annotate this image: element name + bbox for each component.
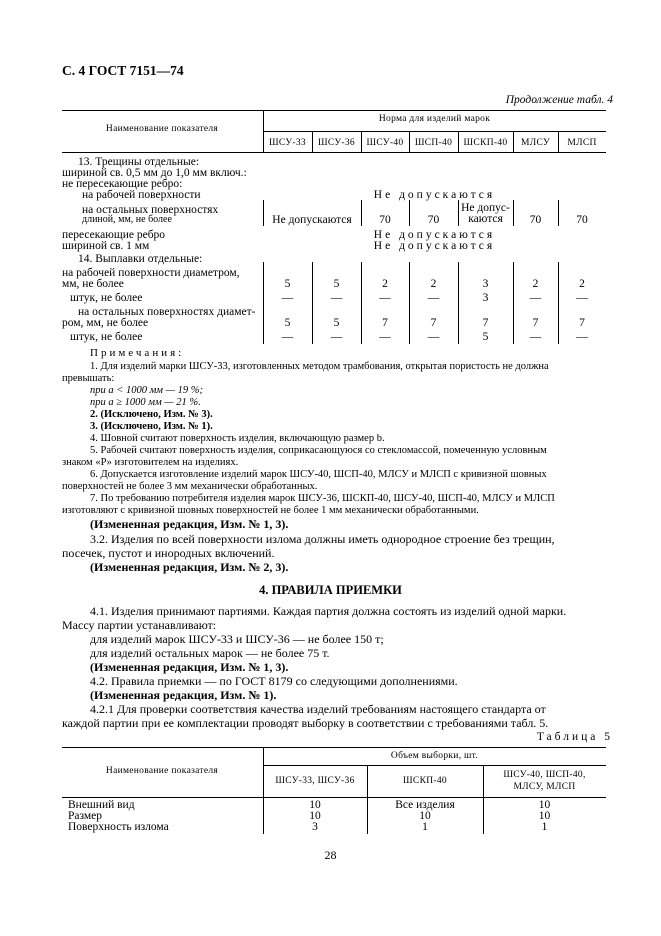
row-label: Размер	[68, 810, 103, 822]
paragraph-4-2-1: 4.2.1 Для проверки соответствия качества изделий требованиям настоящего стандарта от	[90, 702, 546, 716]
paragraph-4-2: 4.2. Правила приемки — по ГОСТ 8179 со следующими дополнениями.	[90, 674, 458, 688]
page-number: 28	[324, 848, 337, 862]
table-cell: 2	[382, 278, 388, 290]
paragraph-4-1-cont: для изделий марок ШСУ-33 и ШСУ-36 — не более 150 т;	[90, 632, 384, 646]
note-1: 1. Для изделий марки ШСУ-33, изготовленных методом трамбования, открытая пористость не должна	[90, 361, 549, 372]
table-cell: Не допус-	[461, 202, 510, 214]
edition-note: (Измененная редакция, Изм. № 1).	[90, 688, 277, 702]
table-cell: 2	[532, 278, 539, 290]
table-cell: 10	[309, 810, 321, 822]
row-13-text: на рабочей поверхности	[82, 189, 201, 201]
row-13-text: длиной, мм, не более	[82, 214, 172, 225]
table-cell: 7	[430, 317, 437, 329]
note-3: 3. (Исключено, Изм. № 1).	[90, 421, 213, 432]
section-heading: 4. ПРАВИЛА ПРИЕМКИ	[259, 583, 402, 597]
table-cell: —	[281, 292, 294, 304]
table-cell: 1	[541, 821, 548, 833]
table-cell: 3	[482, 292, 489, 304]
note-1-cont: при a < 1000 мм — 19 %;	[90, 385, 203, 396]
row-13-text: шириной св. 1 мм	[62, 240, 150, 252]
table-cell: 7	[532, 317, 539, 329]
mark-header: ШСУ-40	[366, 138, 404, 148]
row-14-title: 14. Выплавки отдельные:	[78, 253, 203, 265]
edition-note: (Измененная редакция, Изм. № 1, 3).	[90, 660, 289, 674]
table-cell: 10	[419, 810, 431, 822]
notes-title: Примечания:	[90, 347, 185, 359]
note-5: 5. Рабочей считают поверхность изделия, соприкасающуюся со стекломассой, помеченную условным	[90, 445, 547, 456]
table-cell: Все изделия	[395, 799, 455, 811]
row-13-title: 13. Трещины отдельные:	[78, 156, 200, 168]
mark-header: ШСКП-40	[463, 138, 508, 148]
table-cell: 5	[284, 317, 291, 329]
table-cell: —	[427, 292, 440, 304]
sample-column-header: ШСУ-40, ШСП-40,	[503, 770, 586, 780]
note-4: 4. Шовной считают поверхность изделия, включающую размер b.	[90, 433, 385, 444]
table-cell: 3	[482, 278, 489, 290]
sample-column-header: МЛСУ, МЛСП	[513, 782, 576, 792]
table-cell: 70	[379, 214, 391, 226]
table-cell: 70	[576, 214, 588, 226]
table-cell: 3	[312, 821, 318, 833]
mark-header: ШСП-40	[414, 138, 453, 148]
table-cell: —	[576, 292, 588, 304]
note-2: 2. (Исключено, Изм. № 3).	[90, 409, 213, 420]
sample-column-header: ШСКП-40	[403, 776, 447, 786]
row-14-text: штук, не более	[70, 331, 143, 343]
edition-note: (Измененная редакция, Изм. № 2, 3).	[90, 560, 289, 574]
row-14-text: штук, не более	[70, 292, 143, 304]
table-cell: 70	[529, 214, 542, 226]
mark-header: МЛСП	[567, 138, 597, 148]
row-14-text: ром, мм, не более	[62, 317, 149, 329]
column-header-indicator: Наименование показателя	[105, 766, 219, 776]
span-not-allowed: Не допускаются	[373, 189, 496, 201]
table-cell: 10	[538, 810, 551, 822]
table-cell: —	[281, 331, 294, 343]
table-cell: —	[330, 331, 343, 343]
page-header: С. 4 ГОСТ 7151—74	[62, 63, 184, 78]
table-cell: 5	[482, 331, 489, 343]
paragraph-4-2-1-cont: каждой партии при ее комплектации проводят выборку в соответствии с требованиями табл. 5.	[62, 716, 549, 730]
row-14-text: на рабочей поверхности диаметром,	[62, 267, 240, 279]
note-6-cont: поверхностей не более 3 мм механически обработанных.	[62, 481, 318, 492]
paragraph-4-1-cont: Массу партии устанавливают:	[62, 618, 217, 632]
sample-column-header: ШСУ-33, ШСУ-36	[275, 776, 355, 786]
row-label: Поверхность излома	[68, 821, 169, 833]
cell-not-allowed: Не допускаются	[272, 214, 352, 226]
note-5-cont: знаком «Р» изготовителем на изделиях.	[62, 457, 239, 468]
row-13-text: на остальных поверхностях	[82, 204, 219, 216]
column-group-header: Объем выборки, шт.	[390, 751, 479, 761]
table-cell: —	[529, 292, 542, 304]
table-cell: 70	[427, 214, 440, 226]
table-cell: —	[576, 331, 588, 343]
table-cell: 7	[482, 317, 489, 329]
row-label: Внешний вид	[68, 799, 135, 811]
table-cell: —	[529, 331, 542, 343]
table-cell: 10	[309, 799, 321, 811]
mark-header: ШСУ-33	[269, 138, 306, 148]
note-7: 7. По требованию потребителя изделия марок ШСУ-36, ШСКП-40, ШСУ-40, ШСП-40, МЛСУ и МЛСП	[90, 493, 555, 504]
edition-note: (Измененная редакция, Изм. № 1, 3).	[90, 517, 289, 531]
mark-header: ШСУ-36	[318, 138, 355, 148]
table-cell: 2	[430, 278, 437, 290]
table-cell: каются	[468, 213, 503, 225]
table-cell: 5	[333, 317, 340, 329]
column-header-indicator: Наименование показателя	[105, 124, 219, 134]
table-cell: —	[427, 331, 440, 343]
paragraph-3-2: 3.2. Изделия по всей поверхности излома должны иметь однородное строение без трещин,	[90, 532, 555, 546]
paragraph-4-1-cont: для изделий остальных марок — не более 75 т.	[90, 646, 330, 660]
table-cell: 2	[579, 278, 585, 290]
table-continuation-label: Продолжение табл. 4	[505, 94, 613, 106]
paragraph-4-1: 4.1. Изделия принимают партиями. Каждая партия должна состоять из изделий одной марки.	[90, 604, 567, 618]
row-14-text: мм, не более	[62, 278, 124, 290]
table-cell: 5	[333, 278, 340, 290]
row-13-text: шириной св. 0,5 мм до 1,0 мм включ.:	[62, 167, 247, 179]
row-13-text: не пересекающие ребро:	[62, 178, 183, 190]
table-cell: 10	[538, 799, 551, 811]
table-cell: —	[379, 292, 391, 304]
table-cell: —	[330, 292, 343, 304]
note-1-cont: при a ≥ 1000 мм — 21 %.	[90, 397, 201, 408]
table-cell: —	[379, 331, 391, 343]
mark-header: МЛСУ	[520, 138, 551, 148]
table-caption: Таблица 5	[536, 731, 613, 743]
table-cell: 7	[382, 317, 388, 329]
row-14-text: на остальных поверхностях диамет-	[78, 306, 256, 318]
paragraph-3-2-cont: посечек, пустот и инородных включений.	[62, 546, 275, 560]
table-cell: 1	[422, 821, 428, 833]
row-13-text: пересекающие ребро	[62, 229, 166, 241]
table-cell: 5	[284, 278, 291, 290]
span-not-allowed: Не допускаются	[373, 240, 496, 252]
span-not-allowed: Не допускаются	[373, 229, 496, 241]
note-6: 6. Допускается изготовление изделий марок ШСУ-40, ШСП-40, МЛСУ и МЛСП с кривизной шовных	[90, 469, 547, 480]
note-1-cont: превышать:	[62, 373, 115, 384]
note-7-cont: изготовляют с кривизной шовных поверхностей не более 1 мм механически обработанными.	[62, 505, 479, 516]
column-group-header: Норма для изделий марок	[378, 114, 491, 124]
table-cell: 7	[579, 317, 585, 329]
